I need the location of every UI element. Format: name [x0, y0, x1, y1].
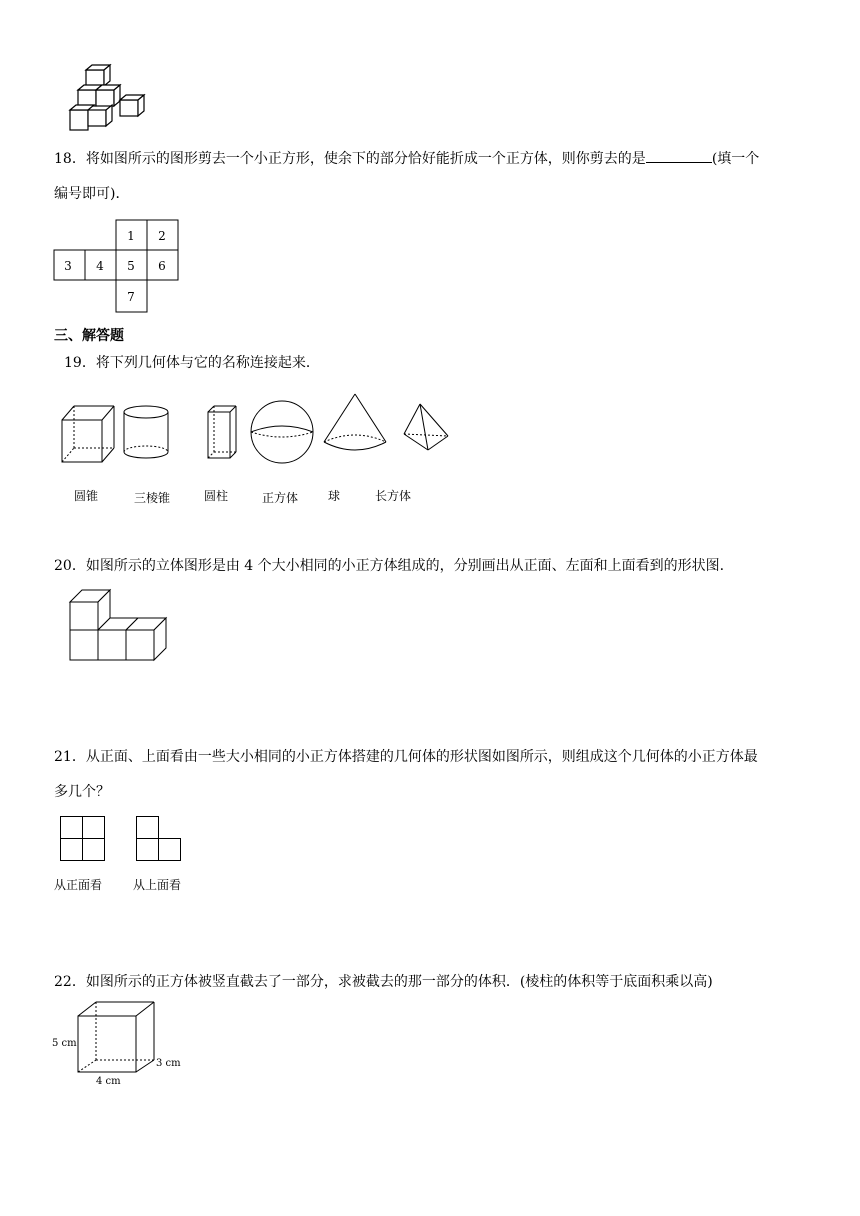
- name-cuboid: 长方体: [375, 489, 412, 503]
- name-sphere: 球: [328, 489, 341, 503]
- q18-answer-blank[interactable]: [646, 148, 712, 163]
- q20-cubes-figure: [68, 588, 172, 662]
- q19-solids-figure: [60, 394, 460, 468]
- rect-prism-shape: [208, 406, 236, 458]
- q18-net-grid: [54, 220, 180, 314]
- front-view-label: 从正面看: [54, 878, 103, 892]
- stacked-cubes-figure: [66, 62, 146, 136]
- grid-num-2: 2: [158, 229, 166, 243]
- cube-shape: [62, 406, 114, 462]
- grid-num-4: 4: [96, 259, 104, 273]
- cone-shape: [324, 394, 386, 450]
- name-triangular-pyramid: 三棱锥: [134, 491, 171, 505]
- grid-num-1: 1: [127, 229, 135, 243]
- dim-width-label: 4 cm: [96, 1076, 121, 1087]
- grid-num-6: 6: [158, 259, 166, 273]
- grid-num-7: 7: [127, 290, 135, 304]
- q22-cut-cube-figure: [76, 1000, 160, 1076]
- q22-text: 22．如图所示的正方体被竖直截去了一部分，求被截去的那一部分的体积．(棱柱的体积等于底面积乘以高): [54, 974, 713, 990]
- q18-line1: [54, 148, 759, 169]
- name-cone: 圆锥: [74, 489, 99, 503]
- dim-height-label: 5 cm: [52, 1038, 77, 1049]
- q18-text-suffix: (填一个: [711, 151, 760, 167]
- q18-text: 18．将如图所示的图形剪去一个小正方形，使余下的部分恰好能折成一个正方体，则你剪去的是: [54, 151, 646, 167]
- grid-num-3: 3: [64, 259, 72, 273]
- q21-line2: 多几个？: [54, 784, 110, 800]
- name-cube: 正方体: [262, 491, 299, 505]
- dim-depth-label: 3 cm: [156, 1058, 181, 1069]
- section-title: 三、解答题: [54, 328, 124, 344]
- top-view-label: 从上面看: [133, 878, 182, 892]
- triangular-pyramid-shape: [404, 404, 448, 450]
- name-cylinder: 圆柱: [204, 489, 229, 503]
- q19-text: 19．将下列几何体与它的名称连接起来．: [64, 355, 320, 371]
- q20-text: 20．如图所示的立体图形是由 4 个大小相同的小正方体组成的，分别画出从正面、左面和上面看到的形状图.: [54, 558, 725, 574]
- cylinder-shape: [124, 406, 168, 458]
- front-view-grid: [60, 816, 106, 862]
- sphere-shape: [251, 401, 313, 463]
- top-view-grid: [136, 816, 182, 862]
- q21-line1: 21．从正面、上面看由一些大小相同的小正方体搭建的几何体的形状图如图所示，则组成这个几何体的小正方体最: [54, 749, 758, 765]
- grid-num-5: 5: [127, 259, 135, 273]
- q18-line2: 编号即可)．: [54, 186, 130, 202]
